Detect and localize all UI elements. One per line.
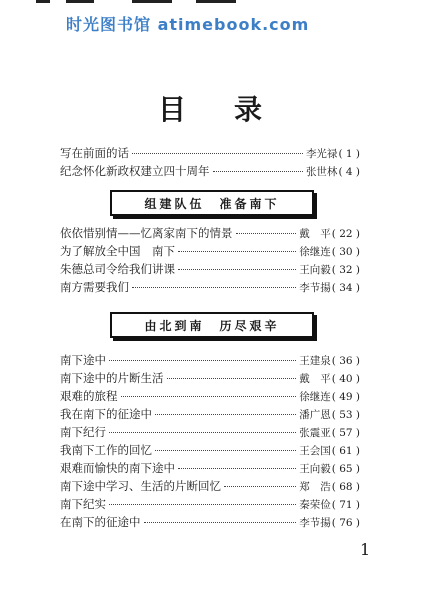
entry-author: 徐继连 (299, 391, 331, 403)
entry-page: ( 65 ) (331, 463, 360, 475)
top-mark (196, 0, 236, 3)
toc-entry[interactable] (60, 370, 360, 386)
watermark: 时光图书馆 atimebook.com (66, 15, 310, 34)
entry-author: 李节揚 (299, 282, 331, 294)
entry-page: ( 22 ) (331, 228, 360, 240)
entry-title: 朱德总司令给我们讲课 (60, 262, 175, 276)
top-mark (36, 0, 50, 3)
toc-entry[interactable] (60, 145, 360, 161)
dot-leader (178, 467, 296, 469)
dot-leader (178, 268, 296, 270)
top-mark (66, 0, 94, 3)
entry-title: 南下途中学习、生活的片断回忆 (60, 479, 221, 493)
top-mark (132, 0, 172, 3)
entry-page: ( 36 ) (331, 355, 360, 367)
dot-leader (167, 377, 297, 379)
toc-entry[interactable] (60, 406, 360, 422)
dot-leader (178, 250, 296, 252)
entry-author: 王向毅 (299, 264, 331, 276)
toc-entry[interactable] (60, 478, 360, 494)
entry-page: ( 4 ) (338, 166, 360, 178)
entry-title: 南下途中的片断生活 (60, 371, 164, 385)
entry-author: 戴 平 (299, 228, 331, 240)
dot-leader (236, 232, 297, 234)
entry-title: 艰难的旅程 (60, 389, 118, 403)
entry-title: 南下纪行 (60, 425, 106, 439)
entry-page: ( 61 ) (331, 445, 360, 457)
dot-leader (109, 431, 296, 433)
top-edge-marks (36, 0, 246, 4)
page-number: 1 (360, 540, 371, 559)
entry-title: 纪念怀化新政权建立四十周年 (60, 164, 210, 178)
toc-entry[interactable] (60, 424, 360, 440)
entry-author: 徐继连 (299, 246, 331, 258)
entry-page: ( 32 ) (331, 264, 360, 276)
entry-author: 戴 平 (299, 373, 331, 385)
entry-page: ( 1 ) (338, 148, 360, 160)
entry-author: 王会国 (299, 445, 331, 457)
entry-title: 艰难而愉快的南下途中 (60, 461, 175, 475)
entry-page: ( 76 ) (331, 517, 360, 529)
entry-title: 南下途中 (60, 353, 106, 367)
dot-leader (109, 503, 296, 505)
dot-leader (213, 170, 303, 172)
toc-entry[interactable] (60, 261, 360, 277)
dot-leader (144, 521, 297, 523)
page-title: 目录 (158, 93, 311, 126)
entry-author: 张世林 (305, 166, 338, 178)
entry-author: 潘广恩 (299, 409, 331, 421)
entry-page: ( 53 ) (331, 409, 360, 421)
toc-entry[interactable] (60, 496, 360, 512)
dot-leader (132, 152, 303, 154)
entry-author: 郑 浩 (299, 481, 331, 493)
entry-title: 我在南下的征途中 (60, 407, 152, 421)
toc-entry[interactable] (60, 460, 360, 476)
entry-title: 我南下工作的回忆 (60, 443, 152, 457)
entry-page: ( 49 ) (331, 391, 360, 403)
dot-leader (224, 485, 296, 487)
entry-author: 张震亚 (299, 427, 331, 439)
dot-leader (155, 449, 296, 451)
entry-title: 为了解放全中国 南下 (60, 244, 175, 258)
entry-author: 秦荣俭 (299, 499, 331, 511)
section-heading: 由北到南 历尽艰辛 (110, 312, 314, 338)
entry-page: ( 40 ) (331, 373, 360, 385)
toc-entry[interactable] (60, 279, 360, 295)
dot-leader (109, 359, 296, 361)
toc-entry[interactable] (60, 163, 360, 179)
entry-page: ( 57 ) (331, 427, 360, 439)
entry-title: 南下纪实 (60, 497, 106, 511)
section-heading: 组建队伍 准备南下 (110, 190, 314, 216)
entry-title: 依依惜别情——忆离家南下的情景 (60, 226, 233, 240)
entry-author: 李节揚 (299, 517, 331, 529)
entry-title: 在南下的征途中 (60, 515, 141, 529)
entry-page: ( 30 ) (331, 246, 360, 258)
entry-page: ( 34 ) (331, 282, 360, 294)
entry-page: ( 68 ) (331, 481, 360, 493)
dot-leader (121, 395, 297, 397)
entry-author: 王建泉 (299, 355, 331, 367)
dot-leader (155, 413, 296, 415)
toc-entry[interactable] (60, 225, 360, 241)
toc-entry[interactable] (60, 514, 360, 530)
toc-entry[interactable] (60, 243, 360, 259)
toc-entry[interactable] (60, 442, 360, 458)
entry-title: 南方需要我们 (60, 280, 129, 294)
toc-entry[interactable] (60, 352, 360, 368)
entry-page: ( 71 ) (331, 499, 360, 511)
entry-author: 王向毅 (299, 463, 331, 475)
entry-title: 写在前面的话 (60, 146, 129, 160)
entry-author: 李光禄 (305, 148, 338, 160)
toc-entry[interactable] (60, 388, 360, 404)
dot-leader (132, 286, 296, 288)
